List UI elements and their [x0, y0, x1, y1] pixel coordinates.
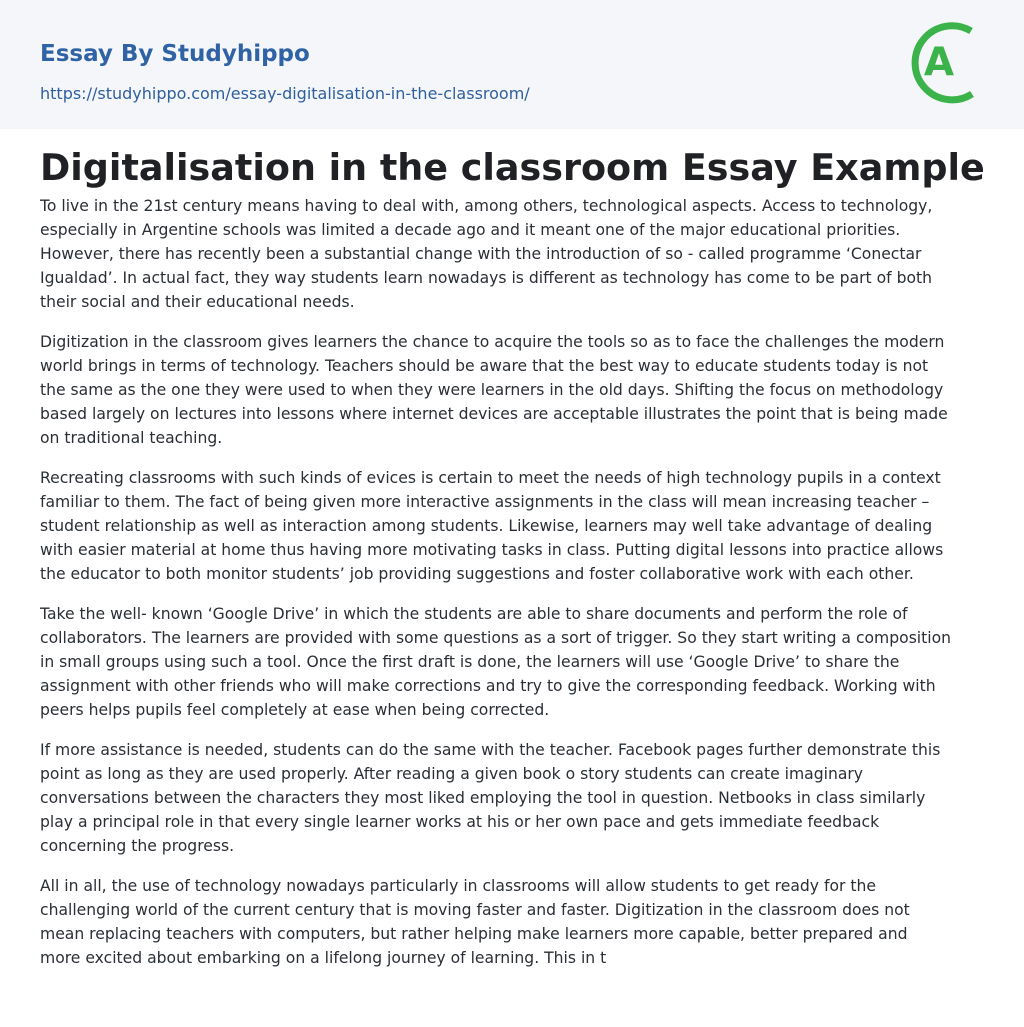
- essay-line: assignment with other friends who will make corrections and try to give the corresponding feedback. Working with: [40, 677, 936, 695]
- essay-paragraph: [40, 330, 986, 450]
- essay-line: familiar to them. The fact of being given more interactive assignments in the class will mean increasing teacher –: [40, 493, 930, 511]
- essay-paragraph: [40, 602, 986, 722]
- essay-body: [40, 194, 986, 986]
- essay-line: based largely on lectures into lessons where internet devices are acceptable illustrates the point that is being made: [40, 405, 948, 423]
- essay-line: Igualdad’. In actual fact, they way students learn nowadays is different as technology has come to be part of both: [40, 269, 933, 287]
- essay-line: with easier material at home thus having more motivating tasks in class. Putting digital lessons into practice allows: [40, 541, 944, 559]
- essay-line: play a principal role in that every single learner works at his or her own pace and gets immediate feedback: [40, 813, 880, 831]
- site-brand[interactable]: Essay By Studyhippo: [40, 41, 310, 67]
- essay-title: Digitalisation in the classroom Essay Example: [40, 146, 985, 189]
- essay-line: especially in Argentine schools was limited a decade ago and it meant one of the major educational priorities.: [40, 221, 901, 239]
- essay-line: conversations between the characters they most liked employing the tool in question. Netbooks in class similarly: [40, 789, 926, 807]
- essay-line: world brings in terms of technology. Teachers should be aware that the best way to educate students today is not: [40, 357, 929, 375]
- essay-line: student relationship as well as interaction among students. Likewise, learners may well take advantage of dealing: [40, 517, 933, 535]
- essay-line: the educator to both monitor students’ job providing suggestions and foster collaborative work with each other.: [40, 565, 914, 583]
- essay-line: in small groups using such a tool. Once the first draft is done, the learners will use ‘Google Drive’ to share the: [40, 653, 900, 671]
- site-header: [0, 0, 1024, 129]
- essay-line: All in all, the use of technology nowadays particularly in classrooms will allow students to get ready for the: [40, 877, 876, 895]
- essay-line: Digitization in the classroom gives learners the chance to acquire the tools so as to face the challenges the modern: [40, 333, 945, 351]
- essay-source-link[interactable]: https://studyhippo.com/essay-digitalisation-in-the-classroom/: [40, 84, 530, 103]
- essay-line: more excited about embarking on a lifelong journey of learning. This in t: [40, 949, 607, 967]
- essay-line: the same as the one they were used to when they were learners in the old days. Shifting the focus on methodology: [40, 381, 944, 399]
- essay-line: If more assistance is needed, students can do the same with the teacher. Facebook pages further demonstrate this: [40, 741, 941, 759]
- essay-line: concerning the progress.: [40, 837, 235, 855]
- essay-line: To live in the 21st century means having to deal with, among others, technological aspects. Access to technology,: [40, 197, 933, 215]
- essay-line: Take the well- known ‘Google Drive’ in which the students are able to share documents and perform the role of: [40, 605, 908, 623]
- studyhippo-logo-icon[interactable]: [906, 18, 990, 106]
- essay-line: on traditional teaching.: [40, 429, 223, 447]
- essay-line: peers helps pupils feel completely at ease when being corrected.: [40, 701, 550, 719]
- essay-paragraph: [40, 874, 986, 970]
- essay-paragraph: [40, 194, 986, 314]
- essay-line: their social and their educational needs.: [40, 293, 355, 311]
- logo-letter: A: [923, 40, 955, 85]
- essay-paragraph: [40, 738, 986, 858]
- essay-line: collaborators. The learners are provided with some questions as a sort of trigger. So they start writing a composition: [40, 629, 952, 647]
- essay-line: point as long as they are used properly. After reading a given book o story students can create imaginary: [40, 765, 864, 783]
- essay-line: challenging world of the current century that is moving faster and faster. Digitization in the classroom does not: [40, 901, 910, 919]
- essay-line: However, there has recently been a substantial change with the introduction of so - called programme ‘Conectar: [40, 245, 922, 263]
- essay-line: Recreating classrooms with such kinds of evices is certain to meet the needs of high technology pupils in a context: [40, 469, 941, 487]
- essay-line: mean replacing teachers with computers, but rather helping make learners more capable, better prepared and: [40, 925, 908, 943]
- essay-paragraph: [40, 466, 986, 586]
